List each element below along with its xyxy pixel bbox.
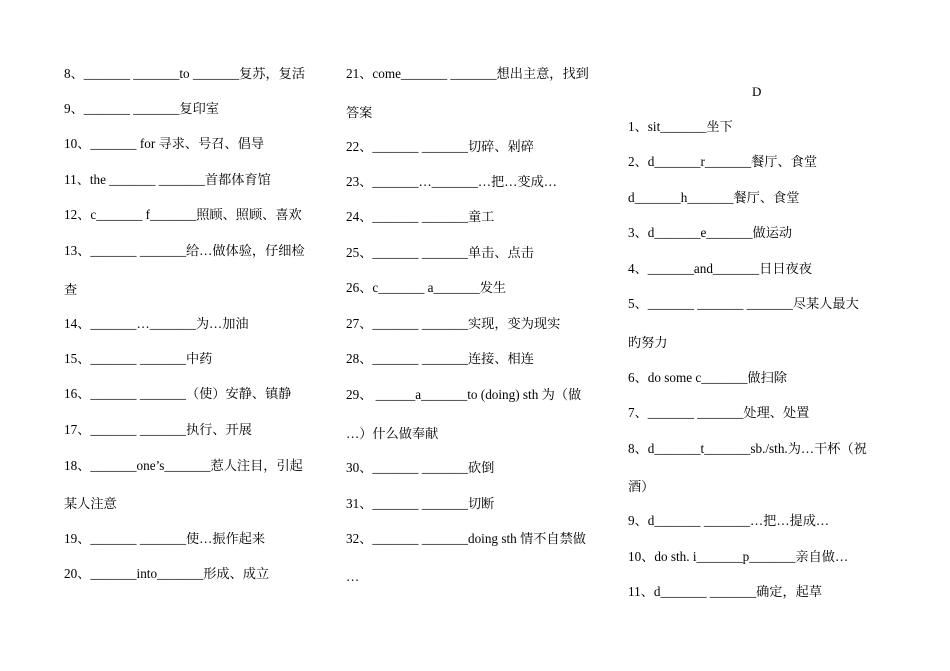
item-32-cont: … [346,569,360,584]
item-18-cont: 某人注意 [64,496,117,511]
item-24: 24、_______ _______童工 [346,209,495,224]
item-11: 11、the _______ _______首都体育馆 [64,172,271,187]
item-21: 21、come_______ _______想出主意，找到 [346,66,589,81]
d-item-3: 3、d_______e_______做运动 [628,225,793,240]
d-item-2: 2、d_______r_______餐厅、食堂 [628,154,818,169]
item-20: 20、_______into_______形成、成立 [64,566,270,581]
item-31: 31、_______ _______切断 [346,496,495,511]
item-13-cont: 查 [64,282,78,297]
item-10: 10、_______ for 寻求、号召、倡导 [64,136,265,151]
item-12: 12、c_______ f_______照顾、照顾、喜欢 [64,207,302,222]
item-23: 23、_______…_______…把…变成… [346,174,557,189]
item-16: 16、_______ _______（使）安静、镇静 [64,386,292,401]
section-heading-d: D [752,84,762,99]
d-item-8-cont: 酒） [628,479,655,494]
d-item-10: 10、do sth. i_______p_______亲自做… [628,549,849,564]
d-item-8: 8、d_______t_______sb./sth.为…干杯（祝 [628,441,867,456]
item-29-cont: …）什么做奉献 [346,426,439,441]
item-8: 8、_______ _______to _______复苏，复活 [64,66,306,81]
d-item-11: 11、d_______ _______确定，起草 [628,584,823,599]
item-25: 25、_______ _______单击、点击 [346,245,534,260]
item-27: 27、_______ _______实现，变为现实 [346,316,561,331]
item-28: 28、_______ _______连接、相连 [346,351,534,366]
item-15: 15、_______ _______中药 [64,351,213,366]
item-14: 14、_______…_______为…加油 [64,316,249,331]
d-item-5-cont: 旳努力 [628,335,668,350]
d-item-5: 5、_______ _______ _______尽某人最大 [628,296,859,311]
item-26: 26、c_______ a_______发生 [346,280,507,295]
item-9: 9、_______ _______复印室 [64,101,219,116]
d-item-1: 1、sit_______坐下 [628,119,733,134]
item-21-cont: 答案 [346,105,373,120]
d-item-6: 6、do some c_______做扫除 [628,370,787,385]
d-item-4: 4、_______and_______日日夜夜 [628,261,812,276]
item-32: 32、_______ _______doing sth 情不自禁做 [346,531,586,546]
item-30: 30、_______ _______砍倒 [346,460,495,475]
item-17: 17、_______ _______执行、开展 [64,422,252,437]
d-item-2-alt: d_______h_______餐厅、食堂 [628,190,800,205]
d-item-7: 7、_______ _______处理、处置 [628,405,810,420]
item-29: 29、 ______a_______to (doing) sth 为（做 [346,387,582,402]
item-19: 19、_______ _______使…振作起来 [64,531,266,546]
item-22: 22、_______ _______切碎、剁碎 [346,139,534,154]
item-13: 13、_______ _______给…做体验，仔细检 [64,243,305,258]
item-18: 18、_______one’s_______惹人注目，引起 [64,458,303,473]
d-item-9: 9、d_______ _______…把…提成… [628,513,830,528]
